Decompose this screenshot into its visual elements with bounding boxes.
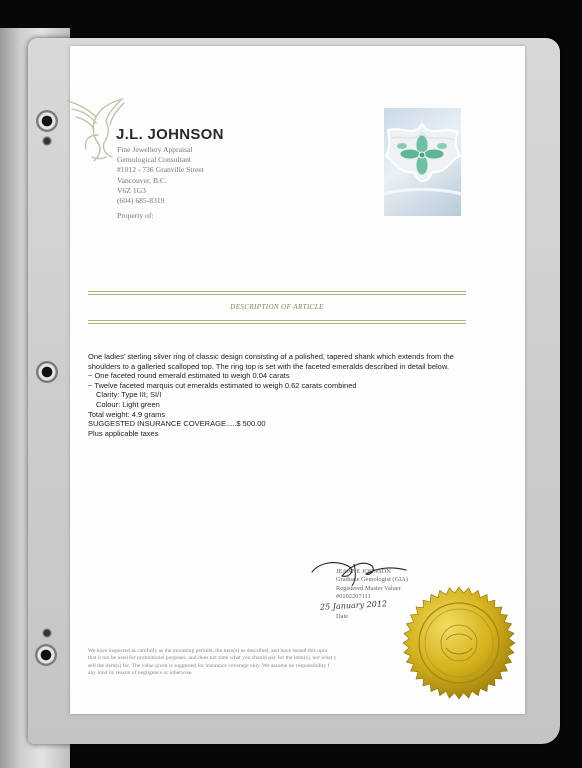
colour-line: Colour: Light green bbox=[96, 399, 160, 409]
sleeve-hole bbox=[42, 628, 52, 638]
date-label: Date bbox=[336, 613, 349, 620]
heading-rule-bottom bbox=[88, 323, 466, 324]
appraiser-title: Graduate Gemologist (GIA) bbox=[336, 576, 409, 584]
sleeve-hole bbox=[42, 136, 52, 146]
address-line: Fine Jewellery Appraisal bbox=[117, 145, 193, 154]
description-paragraph: One ladies' sterling silver ring of classic design consisting of a polished, tapered shank which extends from the shoulders to a galleried scalloped top. The ring top is set with the faceted emeralds described in detail below. bbox=[88, 352, 454, 371]
address-line: Vancouver, B.C. bbox=[117, 175, 167, 185]
heading-rule-bottom bbox=[88, 320, 466, 321]
emerald-ring-image bbox=[384, 108, 461, 216]
address-line: #1012 - 736 Granville Street bbox=[117, 165, 204, 175]
ring-photo bbox=[384, 108, 461, 216]
firm-address bbox=[117, 145, 204, 206]
appraiser-credentials bbox=[336, 568, 408, 602]
address-line: V6Z 1G3 bbox=[117, 185, 146, 195]
appraiser-role: Registered Master Valuer bbox=[336, 584, 401, 592]
appraiser-id: #0102207111 bbox=[336, 593, 371, 601]
heading-rule-top bbox=[88, 291, 466, 292]
disclaimer-line: any kind by reason of negligence or otherwise. bbox=[88, 670, 193, 677]
gem-item: ~ One faceted round emerald estimated to weigh 0.04 carats bbox=[88, 371, 290, 381]
binder-ring-middle bbox=[36, 361, 58, 383]
disclaimer-line: that it not be used for promotional purposes, and does not state what you should pay for the item(s), nor what y bbox=[88, 655, 337, 662]
gem-item: ~ Twelve faceted marquis cut emeralds estimated to weigh 0.62 carats combined bbox=[88, 380, 357, 390]
article-description bbox=[88, 352, 468, 438]
disclaimer-line: We have inspected as carefully as the mounting permits, the item(s) as described, and have issued this opin bbox=[88, 648, 328, 654]
disclaimer bbox=[88, 648, 418, 678]
disclaimer-line: sell the item(s) for. The value given is suggested for insurance coverage only. We assume no responsibility f bbox=[88, 662, 330, 669]
gold-seal-icon bbox=[402, 586, 516, 700]
property-of-label: Property of: bbox=[117, 211, 154, 220]
total-weight-line: Total weight: 4.9 grams bbox=[88, 409, 166, 419]
appraiser-name: JEANNE JOHNSON bbox=[336, 568, 391, 575]
binder-ring-bottom bbox=[35, 644, 57, 666]
address-line: (604) 685-8319 bbox=[117, 196, 165, 206]
clarity-line: Clarity: Type III; SI/I bbox=[96, 390, 162, 400]
binder-ring-top bbox=[36, 110, 58, 132]
insurance-line: SUGGESTED INSURANCE COVERAGE.....$ 500.00 bbox=[88, 419, 266, 429]
section-heading: DESCRIPTION OF ARTICLE bbox=[230, 303, 324, 311]
heading-rule-top bbox=[88, 294, 466, 295]
address-line: Gemological Consultant bbox=[117, 155, 192, 165]
firm-name: J.L. JOHNSON bbox=[116, 126, 224, 143]
taxes-line: Plus applicable taxes bbox=[88, 428, 159, 438]
handwritten-date: 25 January 2012 bbox=[319, 599, 388, 612]
